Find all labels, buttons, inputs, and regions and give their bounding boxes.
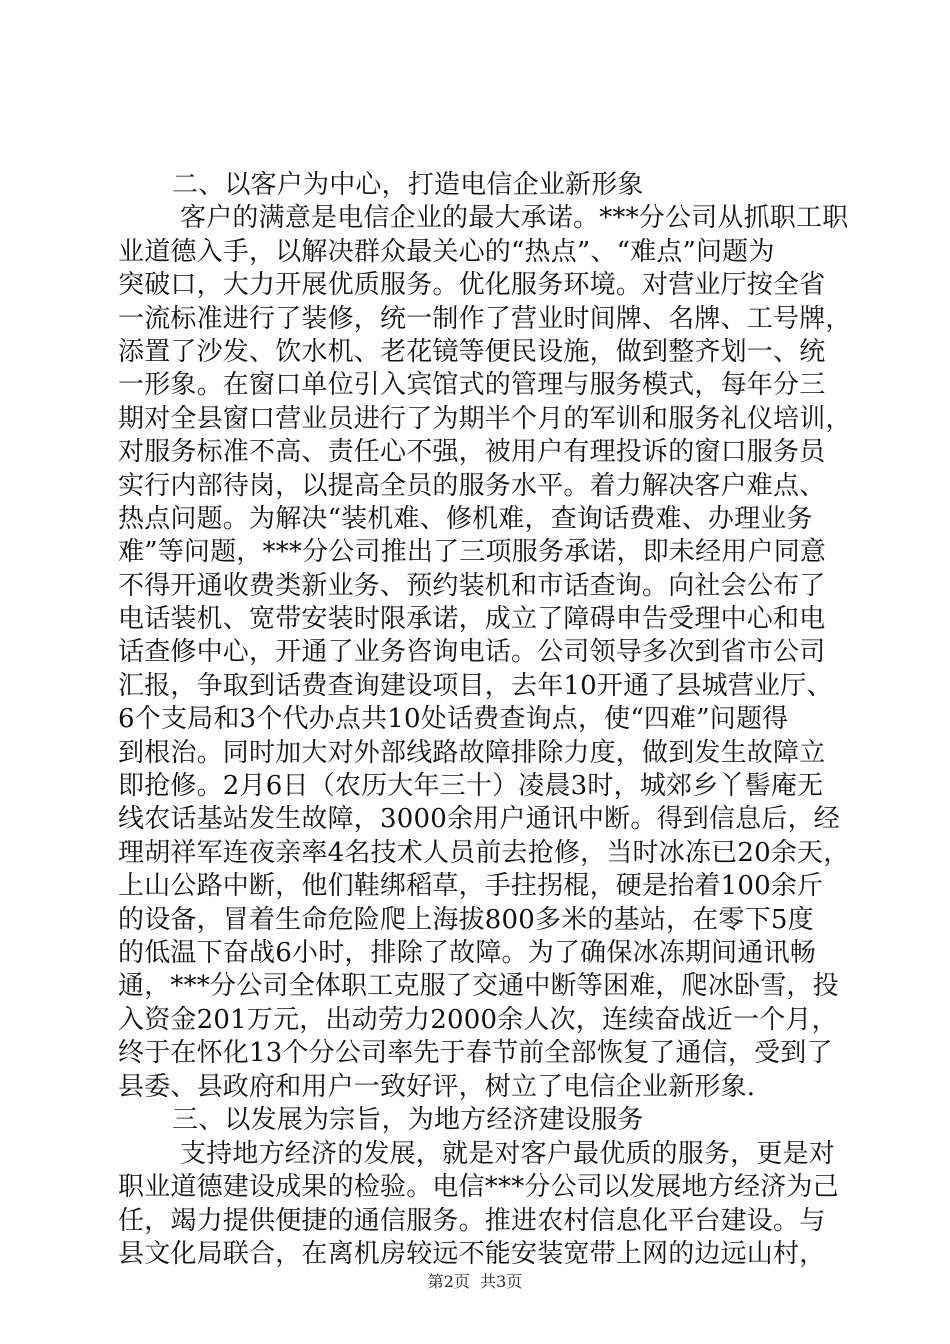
paragraph-line: 县文化局联合，在离机房较远不能安装宽带上网的边远山村， (118, 1239, 826, 1270)
paragraph-line: 添置了沙发、饮水机、老花镜等便民设施，做到整齐划一、统 (118, 336, 826, 367)
paragraph-line: 到根治。同时加大对外部线路故障排除力度，做到发生故障立 (118, 737, 826, 768)
paragraph-line: 突破口，大力开展优质服务。优化服务环境。对营业厅按全省 (118, 270, 826, 301)
paragraph-line: 一形象。在窗口单位引入宾馆式的管理与服务模式，每年分三 (118, 370, 826, 401)
paragraph-line: 热点问题。为解决“装机难、修机难，查询话费难、办理业务 (118, 503, 813, 534)
paragraph-line: 6个支局和3个代办点共10处话费查询点，使“四难”问题得 (118, 704, 789, 735)
paragraph-line: 不得开通收费类新业务、预约装机和市话查询。向社会公布了 (118, 570, 826, 601)
section-heading-2: 二、以客户为中心，打造电信企业新形象 (172, 170, 644, 200)
paragraph-line: 县委、县政府和用户一致好评，树立了电信企业新形象. (118, 1071, 756, 1102)
paragraph-line: 任，竭力提供便捷的通信服务。推进农村信息化平台建设。与 (118, 1205, 826, 1236)
paragraph-line: 话查修中心，开通了业务咨询电话。公司领导多次到省市公司 (118, 637, 826, 668)
paragraph-line: 上山公路中断，他们鞋绑稻草，手拄拐棍，硬是抬着100余斤 (118, 871, 824, 902)
paragraph-line: 支持地方经济的发展，就是对客户最优质的服务，更是对 (180, 1138, 836, 1169)
paragraph-line: 汇报，争取到话费查询建设项目，去年10开通了县城营业厅、 (118, 670, 833, 701)
paragraph-line: 对服务标准不高、责任心不强，被用户有理投诉的窗口服务员 (118, 437, 826, 468)
paragraph-line: 即抢修。2月6日（农历大年三十）凌晨3时，城郊乡丫髻庵无 (118, 771, 824, 802)
paragraph-line: 的低温下奋战6小时，排除了故障。为了确保冰冻期间通讯畅 (118, 937, 816, 968)
document-body (118, 169, 852, 1272)
paragraph-line: 电话装机、宽带安装时限承诺，成立了障碍申告受理中心和电 (118, 604, 826, 635)
paragraph-line: 终于在怀化13个分公司率先于春节前全部恢复了通信，受到了 (118, 1038, 833, 1069)
paragraph-line: 期对全县窗口营业员进行了为期半个月的军训和服务礼仪培训， (118, 403, 852, 434)
section-heading-3: 三、以发展为宗旨，为地方经济建设服务 (172, 1104, 644, 1135)
paragraph-line: 职业道德建设成果的检验。电信***分公司以发展地方经济为己 (118, 1172, 839, 1203)
paragraph-line: 的设备，冒着生命危险爬上海拔800多米的基站，在零下5度 (118, 904, 814, 935)
page-footer (0, 1272, 950, 1292)
paragraph-line: 一流标准进行了装修，统一制作了营业时间牌、名牌、工号牌， (118, 303, 852, 334)
paragraph-line: 业道德入手，以解决群众最关心的“热点”、“难点”问题为 (118, 236, 775, 267)
paragraph-line: 实行内部待岗，以提高全员的服务水平。着力解决客户难点、 (118, 470, 826, 501)
page-number-label: 第2页 共3页 (427, 1272, 523, 1291)
paragraph-line: 通，***分公司全体职工克服了交通中断等困难，爬冰卧雪，投 (118, 971, 839, 1002)
paragraph-line: 理胡祥军连夜亲率4名技术人员前去抢修，当时冰冻已20余天， (118, 837, 850, 868)
paragraph-line: 线农话基站发生故障，3000余用户通讯中断。得到信息后，经 (118, 804, 840, 835)
paragraph-line: 难”等问题，***分公司推出了三项服务承诺，即未经用户同意 (118, 537, 827, 568)
paragraph-line: 客户的满意是电信企业的最大承诺。***分公司从抓职工职 (180, 203, 849, 234)
paragraph-line: 入资金201万元，出动劳力2000余人次，连续奋战近一个月， (118, 1004, 838, 1035)
